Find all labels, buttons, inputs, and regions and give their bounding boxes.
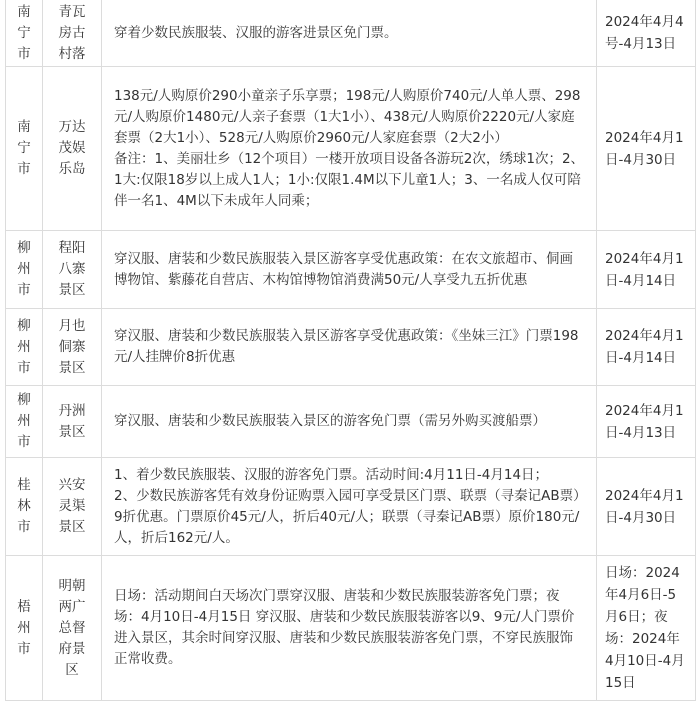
scenic-spot-cell: 程阳八寨景区: [43, 231, 102, 309]
city-cell: 柳州市: [6, 386, 43, 458]
date-cell: 2024年4月1日-4月30日: [597, 67, 696, 231]
scenic-spot-cell: 明朝两广总督府景区: [43, 556, 102, 701]
city-cell: 桂林市: [6, 458, 43, 556]
city-cell: 南宁市: [6, 67, 43, 231]
table-row: [6, 0, 696, 67]
table-row: [6, 309, 696, 386]
city-cell: 柳州市: [6, 231, 43, 309]
city-cell: 柳州市: [6, 309, 43, 386]
policy-cell: [102, 231, 597, 309]
policy-cell: [102, 309, 597, 386]
policy-note: 备注：1、美丽壮乡（12个项目）一楼开放项目设备各游玩2次，绣球1次；2、1大:仅限18岁以上成人1人；1小:仅限1.4M以下儿童1人；3、一名成人仅可陪伴一名1、4M以下未成年人同乘；: [114, 150, 585, 209]
date-cell: 2024年4月1日-4月30日: [597, 458, 696, 556]
policy-text: 穿汉服、唐装和少数民族服装入景区的游客免门票（需另外购买渡船票）: [114, 413, 546, 429]
scenic-spot-cell: 丹洲景区: [43, 386, 102, 458]
scenic-spot-cell: 青瓦房古村落: [43, 0, 102, 67]
date-cell: 2024年4月1日-4月14日: [597, 309, 696, 386]
scenic-spot-cell: 兴安灵渠景区: [43, 458, 102, 556]
policy-cell: [102, 386, 597, 458]
scenic-discount-table: [5, 0, 696, 701]
policy-cell: [102, 556, 597, 701]
policy-text: 穿汉服、唐装和少数民族服装入景区游客享受优惠政策：《坐妹三江》门票198元/人挂牌价8折优惠: [114, 328, 579, 365]
city-cell: 梧州市: [6, 556, 43, 701]
table-row: [6, 458, 696, 556]
policy-cell: [102, 0, 597, 67]
date-cell: 2024年4月1日-4月13日: [597, 386, 696, 458]
policy-text: 日场：活动期间白天场次门票穿汉服、唐装和少数民族服装游客免门票；夜场：4月10日-4月15日 穿汉服、唐装和少数民族服装游客以9、9元/人门票价进入景区，其余时间穿汉服、唐装和少数民族服装游客免门票，不穿民族服饰正常收费。: [114, 588, 575, 667]
policy-cell: [102, 458, 597, 556]
policy-text: 1、着少数民族服装、汉服的游客免门票。活动时间:4月11日-4月14日；: [114, 466, 549, 483]
policy-text: 2、少数民族游客凭有效身份证购票入园可享受景区门票、联票（寻秦记AB票）9折优惠。门票原价45元/人，折后40元/人；联票（寻秦记AB票）原价180元/人，折后162元/人。: [114, 487, 580, 546]
date-cell: 日场：2024年4月6日-5月6日；夜场：2024年4月10日-4月15日: [597, 556, 696, 701]
policy-cell: [102, 67, 597, 231]
table-row: [6, 386, 696, 458]
date-cell: 2024年4月1日-4月14日: [597, 231, 696, 309]
table-row: [6, 556, 696, 701]
policy-text: 穿着少数民族服装、汉服的游客进景区免门票。: [114, 24, 398, 41]
city-cell: 南宁市: [6, 0, 43, 67]
policy-text: 138元/人购原价290小童亲子乐享票；198元/人购原价740元/人单人票、298元/人购原价1480元/人亲子套票（1大1小）、438元/人购原价2220元/人家庭套票（2大1小）、528元/人购原价2960元/人家庭套票（2大2小）: [114, 87, 581, 146]
scenic-spot-cell: 万达茂娱乐岛: [43, 67, 102, 231]
table-row: [6, 231, 696, 309]
scenic-spot-cell: 月也侗寨景区: [43, 309, 102, 386]
policy-text: 穿汉服、唐装和少数民族服装入景区游客享受优惠政策：在农文旅超市、侗画博物馆、紫藤花自营店、木构馆博物馆消费满50元/人享受九五折优惠: [114, 250, 573, 288]
date-cell: 2024年4月4号-4月13日: [597, 0, 696, 67]
table-row: [6, 67, 696, 231]
